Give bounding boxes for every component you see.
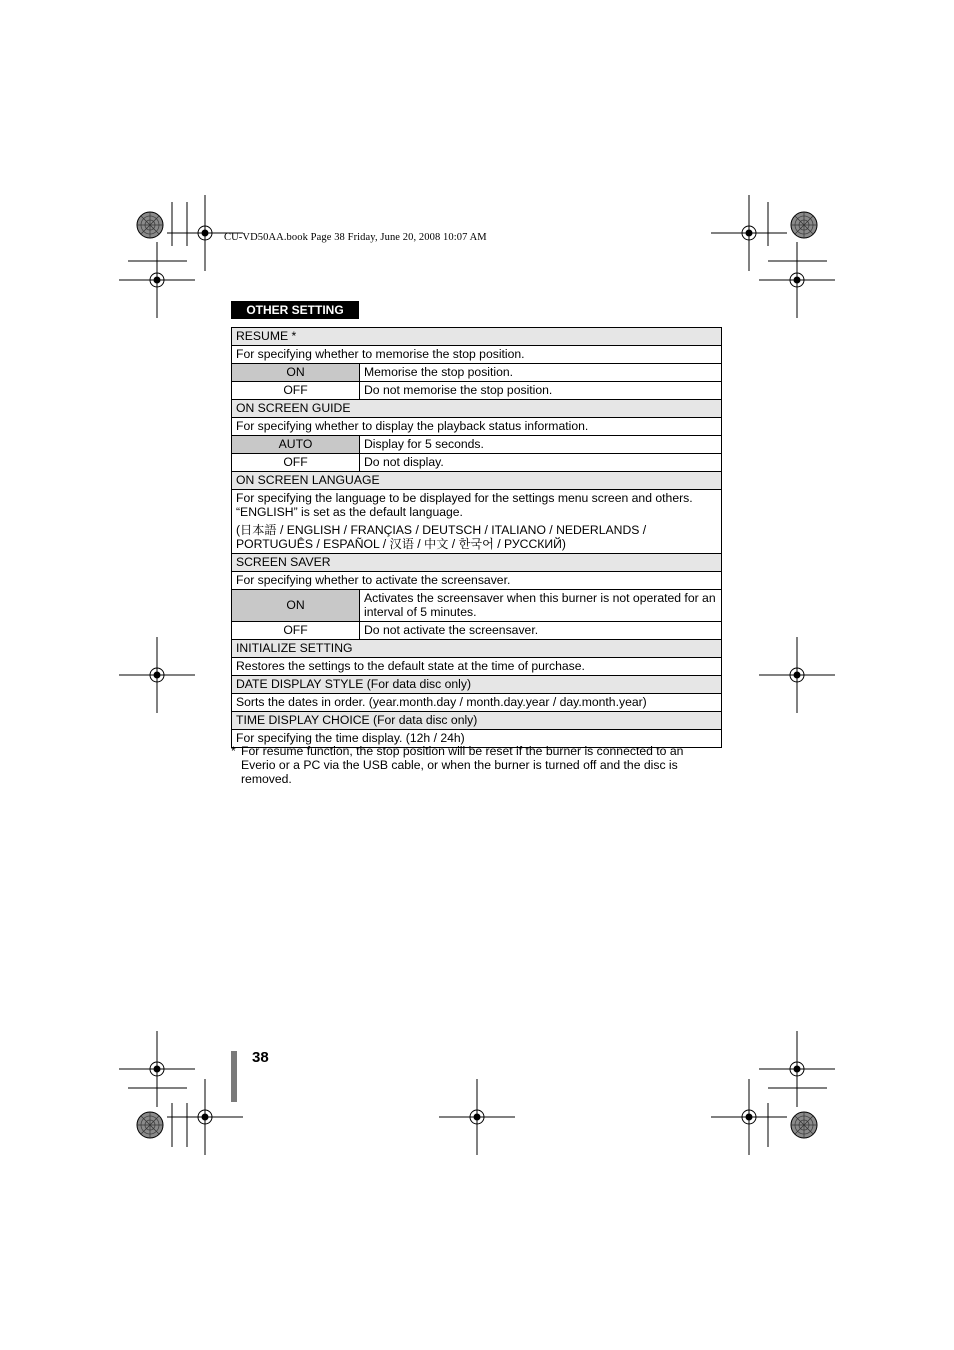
setting-description-screen-saver: For specifying whether to activate the screensaver. (232, 572, 722, 590)
option-text: Memorise the stop position. (360, 364, 722, 382)
page-number: 38 (252, 1049, 269, 1066)
language-description: For specifying the language to be displayed for the settings menu screen and others. “ENGLISH” is set as the default language. (236, 491, 693, 519)
setting-title-time-display: TIME DISPLAY CHOICE (For data disc only) (232, 712, 722, 730)
setting-description-on-screen-language (232, 490, 722, 554)
setting-description-date-display: Sorts the dates in order. (year.month.day / month.day.year / day.month.year) (232, 694, 722, 712)
setting-description-resume: For specifying whether to memorise the stop position. (232, 346, 722, 364)
print-info-header: CU-VD50AA.book Page 38 Friday, June 20, 2008 10:07 AM (224, 232, 487, 243)
language-list: (日本語 / ENGLISH / FRANÇIAS / DEUTSCH / ITALIANO / NEDERLANDS / PORTUGUÊS / ESPAÑOL / 汉语 / 中文 / 한국어 / РУССКИЙ) (236, 523, 647, 551)
table-row (232, 712, 722, 730)
option-text: Activates the screensaver when this burner is not operated for an interval of 5 minutes. (360, 590, 722, 622)
table-row (232, 640, 722, 658)
option-text: Do not memorise the stop position. (360, 382, 722, 400)
option-label: ON (232, 590, 360, 622)
option-text: Do not activate the screensaver. (360, 622, 722, 640)
table-row (232, 454, 722, 472)
setting-title-resume: RESUME * (232, 328, 722, 346)
footnote-text: For resume function, the stop position will be reset if the burner is connected to an Everio or a PC via the USB cable, or when the burner is turned off and the disc is removed. (241, 744, 684, 786)
table-row (232, 472, 722, 490)
option-label: OFF (232, 454, 360, 472)
option-text: Display for 5 seconds. (360, 436, 722, 454)
setting-title-initialize: INITIALIZE SETTING (232, 640, 722, 658)
option-label: OFF (232, 622, 360, 640)
table-row (232, 490, 722, 554)
setting-description-initialize: Restores the settings to the default state at the time of purchase. (232, 658, 722, 676)
table-row (232, 676, 722, 694)
table-row (232, 572, 722, 590)
option-label: AUTO (232, 436, 360, 454)
table-row (232, 328, 722, 346)
table-row (232, 554, 722, 572)
setting-title-on-screen-language: ON SCREEN LANGUAGE (232, 472, 722, 490)
table-row (232, 622, 722, 640)
option-label: OFF (232, 382, 360, 400)
table-row (232, 418, 722, 436)
setting-description-time-display: For specifying the time display. (12h / 24h) (232, 730, 722, 748)
setting-title-on-screen-guide: ON SCREEN GUIDE (232, 400, 722, 418)
setting-description-on-screen-guide: For specifying whether to display the playback status information. (232, 418, 722, 436)
option-text: Do not display. (360, 454, 722, 472)
setting-title-date-display: DATE DISPLAY STYLE (For data disc only) (232, 676, 722, 694)
option-label: ON (232, 364, 360, 382)
settings-table (231, 327, 722, 748)
table-row (232, 658, 722, 676)
footnote (231, 744, 717, 786)
table-row (232, 364, 722, 382)
footnote-marker: * (231, 744, 236, 758)
table-row (232, 436, 722, 454)
section-title: OTHER SETTING (231, 301, 359, 319)
table-row (232, 400, 722, 418)
table-row (232, 382, 722, 400)
setting-title-screen-saver: SCREEN SAVER (232, 554, 722, 572)
table-row (232, 590, 722, 622)
table-row (232, 346, 722, 364)
page-number-bar (231, 1051, 237, 1102)
table-row (232, 694, 722, 712)
